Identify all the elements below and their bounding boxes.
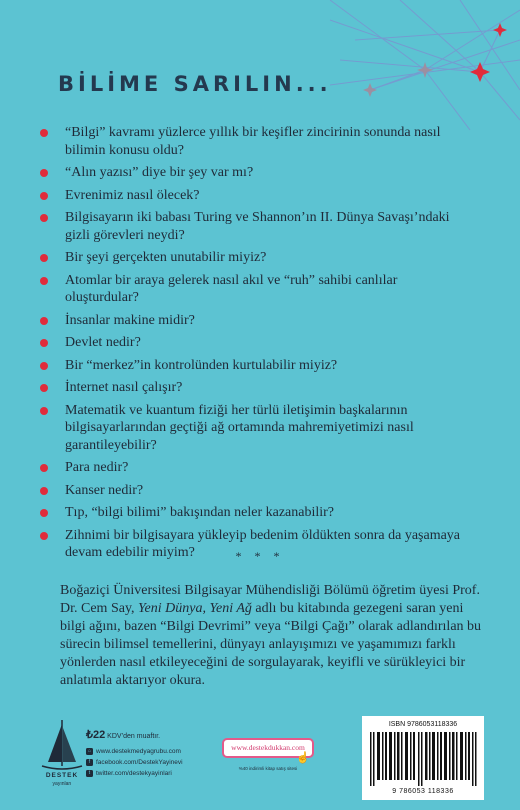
questions-list — [40, 124, 470, 567]
question-text: “Bilgi” kavramı yüzlerce yıllık bir keşifler zincirinin sonunda nasıl bilimin konusu oldu? — [65, 125, 441, 158]
bullet-icon — [40, 339, 48, 347]
question-text: Atomlar bir araya gelerek nasıl akıl ve “ruh” sahibi canlılar oluşturdular? — [65, 272, 398, 305]
link-twitter[interactable]: t twitter.com/destekyayinlari — [86, 768, 183, 779]
network-decoration — [0, 0, 520, 140]
bullet-icon — [40, 214, 48, 222]
bullet-icon — [40, 464, 48, 472]
publisher-subtitle: yayınları — [52, 781, 72, 787]
bullet-icon — [40, 129, 48, 137]
question-text: Tıp, “bilgi bilimi” bakışından neler kazanabilir? — [65, 505, 335, 520]
facebook-icon: f — [86, 759, 93, 766]
ean-number: 9 786053 118336 — [392, 788, 454, 795]
bullet-icon — [40, 362, 48, 370]
section-separator: * * * — [235, 549, 285, 563]
shop-link[interactable]: www.destekdukkan.com — [222, 738, 314, 758]
price-note: KDV’den muaftır. — [105, 733, 161, 740]
question-text: İnternet nasıl çalışır? — [65, 380, 183, 395]
book-description — [60, 582, 485, 690]
contact-links — [86, 746, 183, 779]
shop-caption: %40 indirimli kitap satış sitesi — [238, 766, 298, 771]
bullet-icon — [40, 509, 48, 517]
description-part2: adlı bu kitabında gezegeni saran yeni bilgi ağını, bazen “Bilgi Devrimi” veya “Bilgi Çağı” olarak adlandırılan bu sürecin bilimsel temellerini, dünyayı anlayışımızı ve yaşamımızı farklı yönlerden nasıl etkileyeceğini de sorgulayarak, keyifli ve sürükleyici bir anlatımla aktarıyor okura. — [60, 601, 482, 688]
isbn-label: ISBN 9786053118336 — [388, 721, 458, 728]
list-item — [40, 312, 470, 330]
list-item — [40, 402, 470, 455]
bullet-icon — [40, 277, 48, 285]
bullet-icon — [40, 487, 48, 495]
list-item — [40, 459, 470, 477]
barcode — [362, 716, 484, 800]
pointer-hand-icon: ☝ — [296, 751, 310, 764]
price-amount: ₺22 — [86, 729, 106, 741]
list-item — [40, 249, 470, 267]
twitter-icon: t — [86, 770, 93, 777]
question-text: Para nedir? — [65, 460, 129, 475]
publisher-logo-icon — [36, 718, 86, 772]
bullet-icon — [40, 317, 48, 325]
list-item — [40, 357, 470, 375]
link-facebook[interactable]: f facebook.com/DestekYayinevi — [86, 757, 183, 768]
barcode-icon — [368, 732, 478, 786]
list-item — [40, 164, 470, 182]
list-item — [40, 209, 470, 244]
bullet-icon — [40, 384, 48, 392]
list-item — [40, 187, 470, 205]
link-website[interactable]: ⌂ www.destekmedyagrubu.com — [87, 748, 181, 755]
question-text: Matematik ve kuantum fiziği her türlü iletişimin başkalarının bilgisayarlarından geçtiği ağ ortamında mahremiyetimizi nasıl garantileyebilir? — [65, 402, 414, 453]
question-text: Bir “merkez”in kontrolünden kurtulabilir miyiz? — [65, 357, 338, 373]
question-text: İnsanlar makine midir? — [65, 312, 195, 328]
question-text: Zihnimi bir bilgisayara yükleyip bedenim öldükten sonra da yaşamaya devam edebilir miyim? — [65, 527, 461, 560]
price-label — [86, 728, 160, 741]
bullet-icon — [40, 169, 48, 177]
list-item — [40, 124, 470, 159]
publisher-name: DESTEK — [45, 772, 79, 779]
description-part1: Boğaziçi Üniversitesi Bilgisayar Mühendisliği Bölümü öğretim üyesi Prof. Dr. Cem Say, — [60, 583, 480, 616]
list-item — [40, 272, 470, 307]
book-title: Yeni Dünya, Yeni Ağ — [138, 601, 252, 616]
list-item — [40, 504, 470, 522]
bullet-icon — [40, 254, 48, 262]
web-icon: ⌂ — [87, 748, 92, 754]
question-text: Bilgisayarın iki babası Turing ve Shannon’ın II. Dünya Savaşı’ndaki gizli görevleri neydi? — [65, 210, 450, 243]
question-text: Kanser nedir? — [65, 482, 144, 498]
question-text: Devlet nedir? — [65, 335, 141, 350]
list-item — [40, 334, 470, 352]
question-text: Evrenimiz nasıl ölecek? — [65, 187, 200, 203]
bullet-icon — [40, 192, 48, 200]
list-item — [40, 482, 470, 500]
bullet-icon — [40, 532, 48, 540]
list-item — [40, 379, 470, 397]
bullet-icon — [40, 407, 48, 415]
question-text: Bir şeyi gerçekten unutabilir miyiz? — [65, 250, 267, 265]
question-text: “Alın yazısı” diye bir şey var mı? — [65, 165, 254, 180]
page-title: BİLİME SARILIN... — [58, 72, 332, 96]
